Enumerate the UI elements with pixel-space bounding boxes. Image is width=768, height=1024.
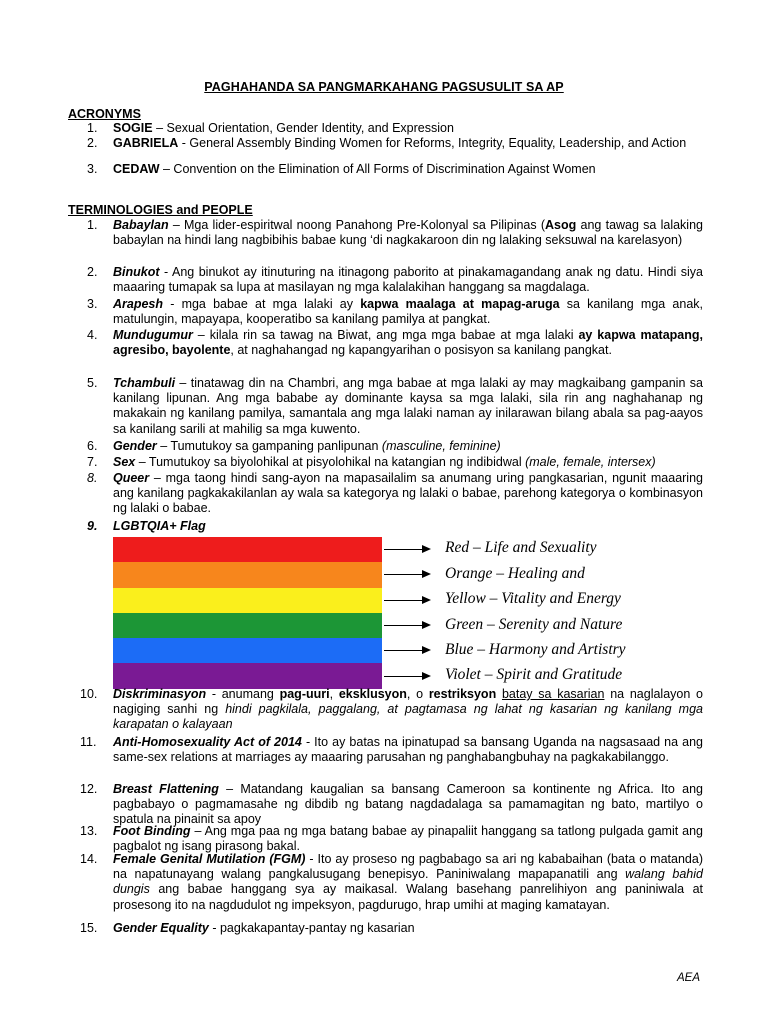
term-text: - Ang binukot ay itinuturing na itinagong paborito at pinakamagandang anak ng datu. Hindi siya maaaring tumapak sa lupa at masilayan ng mga kalalakihan hanggang sa magdalaga. xyxy=(113,265,703,295)
item-number: 7. xyxy=(87,455,98,469)
term-name: Tchambuli xyxy=(113,376,176,390)
arrow-right-icon xyxy=(384,620,432,630)
term-text: - Ito ay proseso ng pagbabago sa ari ng kababaihan (bata o matanda) na napatunayang walang pangkalusugang benepisyo. Paniniwalang mapapanatili ang xyxy=(113,852,703,882)
term-underlined: batay sa kasarian xyxy=(501,687,605,701)
arrow-right-icon xyxy=(384,595,432,605)
term-name: Diskriminasyon xyxy=(113,687,207,701)
term-emphasis: kapwa maalaga at mapag-aruga xyxy=(360,297,560,311)
term-text: ang tawag sa lalaking babaylan na hindi lang nagbibihis babae kung ‘di nagkakaroon din ng lalaking seksuwal na karelasyon) xyxy=(113,218,703,248)
term-text: – Tumutukoy sa gampaning panlipunan xyxy=(156,439,382,453)
item-number: 8. xyxy=(87,471,98,485)
flag-stripe-red xyxy=(113,537,382,562)
item-number: 6. xyxy=(87,439,98,453)
term-name: Queer xyxy=(113,471,150,485)
term-item-lgbtqia-flag xyxy=(87,519,703,534)
item-number: 1. xyxy=(87,121,98,135)
item-number: 14. xyxy=(80,852,98,866)
term-name: Breast Flattening xyxy=(113,782,219,796)
item-number: 2. xyxy=(87,136,98,150)
flag-stripe-violet xyxy=(113,663,382,688)
arrow-right-icon xyxy=(384,671,432,681)
term-name: LGBTQIA+ Flag xyxy=(113,519,206,533)
flag-stripe-orange xyxy=(113,562,382,587)
item-number: 11. xyxy=(80,735,97,749)
term-name: Sex xyxy=(113,455,136,469)
item-number: 9. xyxy=(87,519,98,533)
page-title: PAGHAHANDA SA PANGMARKAHANG PAGSUSULIT SA AP xyxy=(204,80,564,94)
term-text: – tinatawag din na Chambri, ang mga babae at mga lalaki ay may magkaibang gampanin sa kanilang lipunan. Ang mga bababe ay dominante kaysa sa mga lalaki, sila rin ang naghahanap ng makakain ng kanilang pamilya, samantala ang mga lalaki naman ay inilarawan bilang abala sa pag-aayos sa kanilang sarili at mahilig sa mga kuwento. xyxy=(113,376,703,436)
term-text: – Tumutukoy sa biyolohikal at pisyolohikal na katangian ng indibidwal xyxy=(135,455,526,469)
term-name: Binukot xyxy=(113,265,160,279)
term-text: - pagkakapantay-pantay ng kasarian xyxy=(208,921,415,935)
term-name: Anti-Homosexuality Act of 2014 xyxy=(113,735,302,749)
term-item-sex xyxy=(87,455,703,470)
term-item-tchambuli xyxy=(87,376,703,437)
term-emphasis: pag-uuri xyxy=(279,687,330,701)
item-number: 13. xyxy=(80,824,98,838)
flag-meaning-blue: Blue – Harmony and Artistry xyxy=(445,641,626,658)
term-text: , xyxy=(329,687,339,701)
term-examples: (masculine, feminine) xyxy=(381,439,501,453)
acronyms-heading: ACRONYMS xyxy=(68,107,141,121)
term-emphasis: eksklusyon xyxy=(338,687,407,701)
term-text: - anumang xyxy=(206,687,280,701)
acronym-definition: – Sexual Orientation, Gender Identity, and Expression xyxy=(152,121,454,135)
term-item-mundugumur xyxy=(87,328,703,358)
item-number: 2. xyxy=(87,265,98,279)
term-text: ang babae hanggang sya ay maikasal. Walang basehang panrelihiyon ang paniniwala at prosesong ito na nagdudulot ng impeksyon, pagdurugo, hrap umihi at maging kamatayan. xyxy=(113,882,703,912)
arrow-right-icon xyxy=(384,544,432,554)
term-text: , o xyxy=(406,687,429,701)
arrow-right-icon xyxy=(384,569,432,579)
flag-meaning-orange: Orange – Healing and xyxy=(445,565,585,582)
term-text: – mga taong hindi sang-ayon na mapasailalim sa anumang uring pangkasarian, ngunit maaaring ang kanilang pagkakakilanlan ay wala sa kategorya ng lalaki o babae, parehong kategorya o kombinasyon ng lalaki o babae. xyxy=(113,471,703,516)
acronym-definition: - General Assembly Binding Women for Reforms, Integrity, Equality, Leadership, and Action xyxy=(178,136,687,150)
term-item-gender xyxy=(87,439,703,454)
term-item-queer xyxy=(87,471,703,517)
term-item-gender-equality xyxy=(80,921,703,936)
term-italic: hindi pagkilala, paggalang, at pagtamasa ng lahat ng kasarian ng kanilang mga karapatan o kalayaan xyxy=(113,702,703,732)
term-emphasis: ay kapwa matapang, agresibo, bayolente xyxy=(113,328,703,358)
term-name: Gender xyxy=(113,439,157,453)
term-item-binukot xyxy=(87,265,703,295)
item-number: 3. xyxy=(87,162,98,176)
acronym-definition: – Convention on the Elimination of All Forms of Discrimination Against Women xyxy=(159,162,596,176)
item-number: 5. xyxy=(87,376,98,390)
item-number: 15. xyxy=(80,921,98,935)
term-item-diskriminasyon xyxy=(80,687,703,733)
term-name: Gender Equality xyxy=(113,921,209,935)
page-footer-initials: AEA xyxy=(677,972,701,984)
term-italic: walang bahid dungis xyxy=(113,867,703,897)
item-number: 12. xyxy=(80,782,98,796)
item-number: 4. xyxy=(87,328,98,342)
acronym-term: GABRIELA xyxy=(113,136,179,150)
item-number: 1. xyxy=(87,218,98,232)
term-item-breast-flattening xyxy=(80,782,703,828)
term-text: - mga babae at mga lalaki ay xyxy=(163,297,361,311)
acronym-term: SOGIE xyxy=(113,121,153,135)
flag-stripe-green xyxy=(113,613,382,638)
acronym-item-sogie xyxy=(87,121,703,136)
term-text: - Ito ay batas na ipinatupad sa bansang Uganda na nagsasaad na ang same-sex relations at marriages ay maaaring parusahan ng panghabangbuhay na pagkakabilanggo. xyxy=(113,735,703,765)
term-item-arapesh xyxy=(87,297,703,327)
term-text: sa kanilang mga anak, matulungin, mapayapa, kooperatibo sa kanilang pamilya at pangkat. xyxy=(113,297,703,327)
term-name: Arapesh xyxy=(113,297,164,311)
term-name: Female Genital Mutilation (FGM) xyxy=(113,852,306,866)
flag-meaning-yellow: Yellow – Vitality and Energy xyxy=(445,590,621,607)
term-text: – kilala rin sa tawag na Biwat, ang mga mga babae at mga lalaki xyxy=(192,328,579,342)
term-item-anti-homosexuality-act xyxy=(80,735,703,765)
flag-stripe-yellow xyxy=(113,588,382,613)
flag-meaning-green: Green – Serenity and Nature xyxy=(445,616,623,633)
term-text: – Ang mga paa ng mga batang babae ay pinapaliit hanggang sa tatlong pulgada gamit ang pagbalot ng isang pirasong bakal. xyxy=(113,824,703,854)
term-text: na naglalayon o nagiging sanhi ng xyxy=(113,687,703,717)
term-item-foot-binding xyxy=(80,824,703,854)
item-number: 10. xyxy=(80,687,98,701)
acronym-item-gabriela xyxy=(87,136,703,151)
term-text: , at naghahangad ng kapangyarihan o posisyon sa kanilang pangkat. xyxy=(230,343,612,358)
term-emphasis: Asog xyxy=(545,218,577,232)
term-text: – Matandang kaugalian sa bansang Cameroon sa kontinente ng Africa. Ito ang pagbabayo o pagmamasahe ng dibdib ng batang nagdadalaga sa pamamagitan ng bato, martilyo o spatula na pinainit sa apoy xyxy=(113,782,703,827)
acronym-term: CEDAW xyxy=(113,162,160,176)
term-examples: (male, female, intersex) xyxy=(525,455,656,469)
lgbtqia-flag xyxy=(113,537,382,689)
term-emphasis: restriksyon xyxy=(428,687,497,701)
term-item-fgm xyxy=(80,852,703,913)
item-number: 3. xyxy=(87,297,98,311)
term-name: Foot Binding xyxy=(113,824,191,838)
term-item-babaylan xyxy=(87,218,703,248)
arrow-right-icon xyxy=(384,645,432,655)
flag-meaning-red: Red – Life and Sexuality xyxy=(445,539,597,556)
flag-meaning-violet: Violet – Spirit and Gratitude xyxy=(445,666,623,683)
term-name: Babaylan xyxy=(113,218,169,232)
terminologies-heading: TERMINOLOGIES and PEOPLE xyxy=(68,203,253,217)
acronym-item-cedaw xyxy=(87,162,703,177)
term-name: Mundugumur xyxy=(113,328,193,342)
term-text: – Mga lider-espiritwal noong Panahong Pre-Kolonyal sa Pilipinas ( xyxy=(168,218,546,232)
flag-stripe-blue xyxy=(113,638,382,663)
